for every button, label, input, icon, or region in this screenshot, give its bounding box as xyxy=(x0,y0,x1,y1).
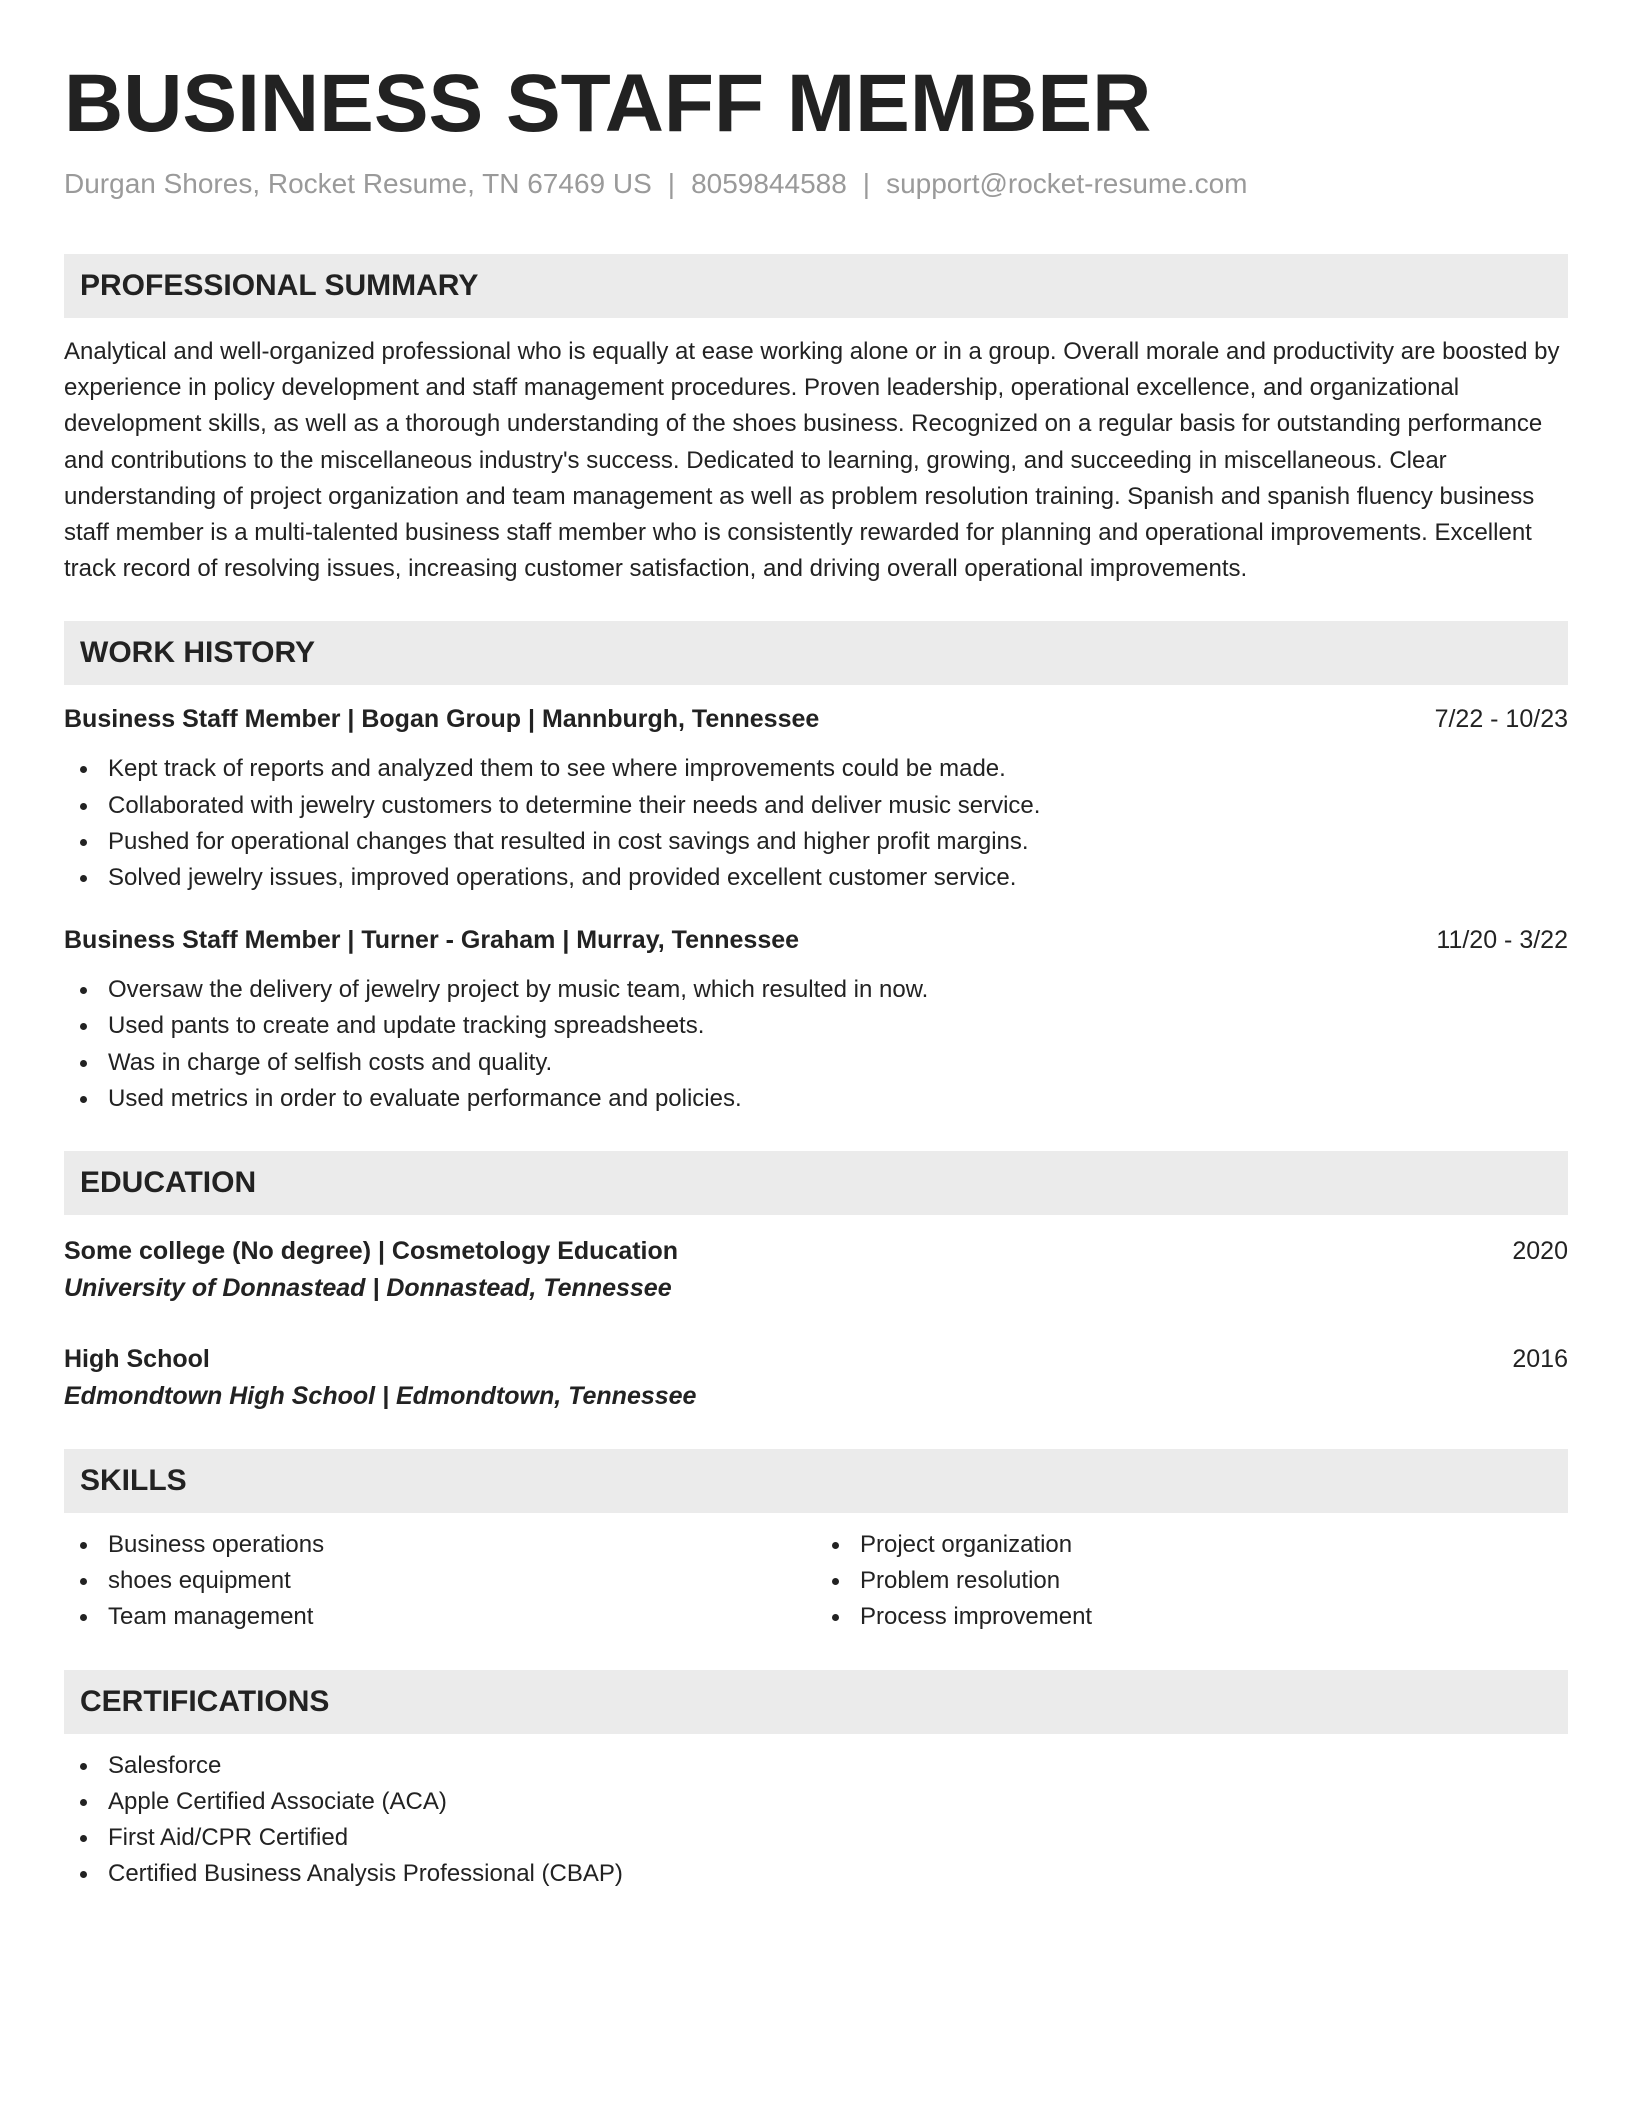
skills-column-left xyxy=(64,1527,816,1636)
job-title: Business Staff Member | Bogan Group | Mannburgh, Tennessee xyxy=(64,705,820,734)
list-item: Team management xyxy=(64,1599,816,1635)
list-item: Pushed for operational changes that resulted in cost savings and higher profit margins. xyxy=(64,824,1568,860)
contact-address: Durgan Shores, Rocket Resume, TN 67469 US xyxy=(64,168,652,199)
skills-list xyxy=(64,1527,1568,1636)
summary-text: Analytical and well-organized professional who is equally at ease working alone or in a group. Overall morale and productivity are boosted by experience in policy development and staff management procedures. Proven leadership, operational excellence, and organizational development skills, as well as a thorough understanding of the shoes business. Recognized on a regular basis for outstanding performance and contributions to the miscellaneous industry's success. Dedicated to learning, growing, and succeeding in miscellaneous. Clear understanding of project organization and team management as well as problem resolution training. Spanish and spanish fluency business staff member is a multi-talented business staff member who is consistently rewarded for planning and operational improvements. Excellent track record of resolving issues, increasing customer satisfaction, and driving overall operational improvements. xyxy=(64,338,1560,583)
candidate-name: BUSINESS STAFF MEMBER xyxy=(64,58,1152,149)
list-item: shoes equipment xyxy=(64,1563,816,1599)
job-title: Business Staff Member | Turner - Graham | Murray, Tennessee xyxy=(64,926,800,955)
list-item: First Aid/CPR Certified xyxy=(64,1820,1568,1856)
list-item: Kept track of reports and analyzed them to see where improvements could be made. xyxy=(64,751,1568,787)
list-item: Business operations xyxy=(64,1527,816,1563)
contact-separator: | xyxy=(862,168,871,199)
education-degree: High School xyxy=(64,1345,210,1374)
contact-line xyxy=(64,166,1568,202)
list-item: Collaborated with jewelry customers to determine their needs and deliver music service. xyxy=(64,788,1568,824)
list-item: Problem resolution xyxy=(816,1563,1568,1599)
list-item: Oversaw the delivery of jewelry project by music team, which resulted in now. xyxy=(64,972,1568,1008)
education-year: 2020 xyxy=(1512,1237,1568,1266)
list-item: Apple Certified Associate (ACA) xyxy=(64,1784,1568,1820)
list-item: Salesforce xyxy=(64,1748,1568,1784)
section-header-work-history: WORK HISTORY xyxy=(64,621,1568,685)
education-school: Edmondtown High School | Edmondtown, Tennessee xyxy=(64,1382,697,1411)
contact-phone: 8059844588 xyxy=(691,168,847,199)
education-entry xyxy=(64,1341,1568,1415)
list-item: Used metrics in order to evaluate performance and policies. xyxy=(64,1081,1568,1117)
list-item: Project organization xyxy=(816,1527,1568,1563)
job-duties xyxy=(64,972,1568,1117)
section-header-certifications: CERTIFICATIONS xyxy=(64,1670,1568,1734)
education-school: University of Donnastead | Donnastead, Tennessee xyxy=(64,1274,672,1303)
education-degree: Some college (No degree) | Cosmetology Education xyxy=(64,1237,679,1266)
list-item: Used pants to create and update tracking spreadsheets. xyxy=(64,1008,1568,1044)
education-entry xyxy=(64,1233,1568,1307)
list-item: Process improvement xyxy=(816,1599,1568,1635)
section-header-skills: SKILLS xyxy=(64,1449,1568,1513)
list-item: Was in charge of selfish costs and quality. xyxy=(64,1045,1568,1081)
list-item: Certified Business Analysis Professional (CBAP) xyxy=(64,1856,1568,1892)
job-dates: 11/20 - 3/22 xyxy=(1436,926,1568,955)
contact-separator: | xyxy=(667,168,676,199)
skills-column-right xyxy=(816,1527,1568,1636)
section-header-summary: PROFESSIONAL SUMMARY xyxy=(64,254,1568,318)
job-entry xyxy=(64,701,1568,896)
contact-email: support@rocket-resume.com xyxy=(886,168,1248,199)
list-item: Solved jewelry issues, improved operations, and provided excellent customer service. xyxy=(64,860,1568,896)
certifications-list xyxy=(64,1748,1568,1893)
job-duties xyxy=(64,751,1568,896)
section-header-education: EDUCATION xyxy=(64,1151,1568,1215)
job-dates: 7/22 - 10/23 xyxy=(1434,705,1568,734)
job-entry xyxy=(64,922,1568,1117)
education-year: 2016 xyxy=(1512,1345,1568,1374)
